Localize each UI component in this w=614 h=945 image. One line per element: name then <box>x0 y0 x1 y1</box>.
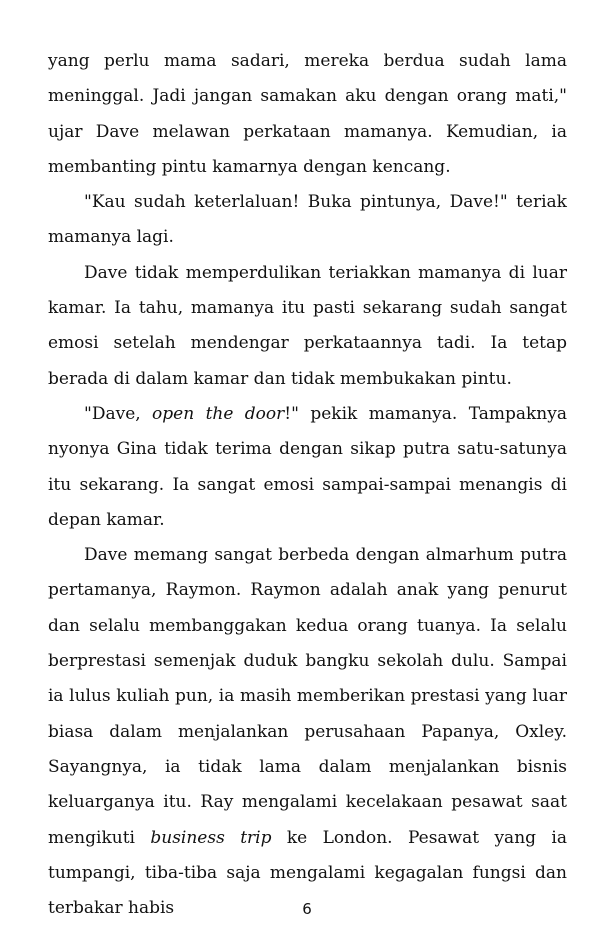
page-number: 6 <box>302 900 312 918</box>
paragraph-1 <box>48 44 567 185</box>
paragraph-text: !" pekik mamanya. Tampaknya nyonya Gina tidak terima dengan sikap putra satu-satunya itu sekarang. Ia sangat emosi sampai-sampai menangis di depan kamar. <box>48 403 567 530</box>
paragraph-text: "Kau sudah keterlaluan! Buka pintunya, Dave!" teriak mamanya lagi. <box>48 192 567 248</box>
paragraph-2 <box>48 185 567 256</box>
page-body <box>48 44 567 926</box>
paragraph-3 <box>48 256 567 397</box>
italic-phrase: open the door <box>152 403 285 424</box>
paragraph-5 <box>48 538 567 926</box>
paragraph-text: "Dave, <box>84 403 153 424</box>
paragraph-text: ke London. Pesawat yang ia tumpangi, tiba-tiba saja mengalami kegagalan fungsi dan terbakar habis <box>48 827 567 919</box>
paragraph-text: yang perlu mama sadari, mereka berdua sudah lama meninggal. Jadi jangan samakan aku dengan orang mati," ujar Dave melawan perkataan mamanya. Kemudian, ia membanting pintu kamarnya dengan kencang. <box>48 51 567 177</box>
paragraph-text: Dave tidak memperdulikan teriakkan mamanya di luar kamar. Ia tahu, mamanya itu pasti sekarang sudah sangat emosi setelah mendengar perkataannya tadi. Ia tetap berada di dalam kamar dan tidak membukakan pintu. <box>48 262 567 389</box>
paragraph-4 <box>48 397 567 538</box>
paragraph-text: Dave memang sangat berbeda dengan almarhum putra pertamanya, Raymon. Raymon adalah anak yang penurut dan selalu membanggakan kedua orang tuanya. Ia selalu berprestasi semenjak duduk bangku sekolah dulu. Sampai ia lulus kuliah pun, ia masih memberikan prestasi yang luar biasa dalam menjalankan perusahaan Papanya, Oxley. Sayangnya, ia tidak lama dalam menjalankan bisnis keluarganya itu. Ray mengalami kecelakaan pesawat saat mengikuti <box>48 545 567 848</box>
italic-phrase: business trip <box>150 827 272 848</box>
